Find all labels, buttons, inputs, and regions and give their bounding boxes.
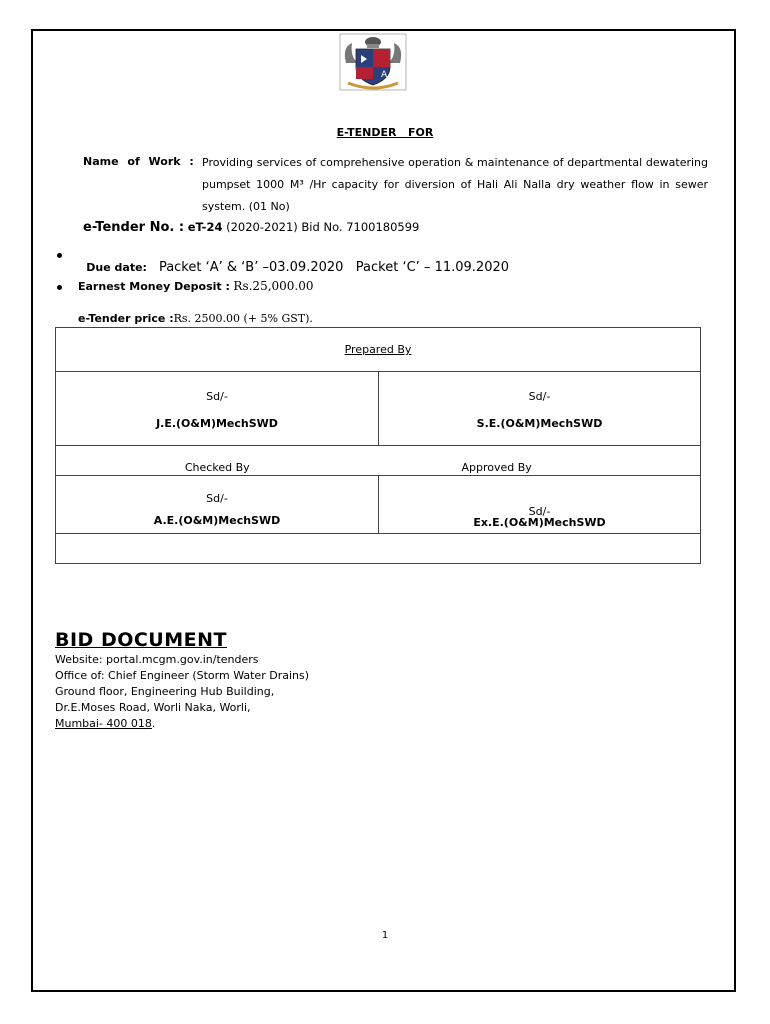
checked-by-label: Checked By xyxy=(184,461,250,474)
page-number: 1 xyxy=(381,930,389,941)
city-suffix: . xyxy=(151,717,156,730)
name-of-work-label: Name of Work : xyxy=(83,155,194,168)
svg-text:A: A xyxy=(381,70,388,80)
sd-right-2: Sd/- xyxy=(528,505,551,518)
signature-table xyxy=(55,327,701,564)
website-line: Website: portal.mcgm.gov.in/tenders xyxy=(55,653,259,666)
bullet-icon xyxy=(57,253,62,258)
sd-left-2: Sd/- xyxy=(206,492,228,505)
je-role: J.E.(O&M)MechSWD xyxy=(156,417,278,430)
bullet-icon xyxy=(57,285,62,290)
name-of-work-text: Providing services of comprehensive operation & maintenance of departmental dewatering pumpset 1000 M³ /Hr capacity for diversion of Hali Ali Nalla dry weather flow in sewer system. (01 No) xyxy=(202,156,708,213)
tender-number-value: eT-24 xyxy=(187,220,223,234)
approved-by-label: Approved By xyxy=(461,461,532,474)
e-tender-heading: E-TENDER FOR xyxy=(336,126,434,139)
sd-left-1: Sd/- xyxy=(206,390,228,403)
tender-number xyxy=(83,220,419,235)
tender-number-label: e-Tender No. : xyxy=(83,220,185,235)
tender-price xyxy=(78,312,313,325)
due-date-label: Due date: xyxy=(86,261,147,274)
mcgm-emblem-logo xyxy=(338,33,408,91)
address-line-2: Dr.E.Moses Road, Worli Naka, Worli, xyxy=(55,701,251,714)
emd-value: Rs.25,000.00 xyxy=(233,279,314,293)
bid-document-title: BID DOCUMENT xyxy=(55,629,227,651)
office-line: Office of: Chief Engineer (Storm Water Drains) xyxy=(55,669,310,682)
se-role: S.E.(O&M)MechSWD xyxy=(476,417,603,430)
prepared-by-label: Prepared By xyxy=(344,343,412,356)
tender-price-value: Rs. 2500.00 (+ 5% GST). xyxy=(173,312,313,325)
due-date xyxy=(78,245,509,275)
city-line xyxy=(55,716,309,732)
exe-role: Ex.E.(O&M)MechSWD xyxy=(473,516,606,529)
city-text: Mumbai- 400 018 xyxy=(55,717,152,730)
tender-number-rest: (2020-2021) Bid No. 7100180599 xyxy=(226,220,420,234)
emd-label: Earnest Money Deposit : xyxy=(78,280,230,293)
sd-right-1: Sd/- xyxy=(528,390,551,403)
address-line-1: Ground floor, Engineering Hub Building, xyxy=(55,685,275,698)
earnest-money-deposit xyxy=(78,279,314,293)
due-date-value: Packet ‘A’ & ‘B’ –03.09.2020 Packet ‘C’ – 11.09.2020 xyxy=(158,260,510,275)
office-address xyxy=(55,652,309,732)
ae-role: A.E.(O&M)MechSWD xyxy=(153,514,281,527)
tender-price-label: e-Tender price : xyxy=(78,312,174,325)
